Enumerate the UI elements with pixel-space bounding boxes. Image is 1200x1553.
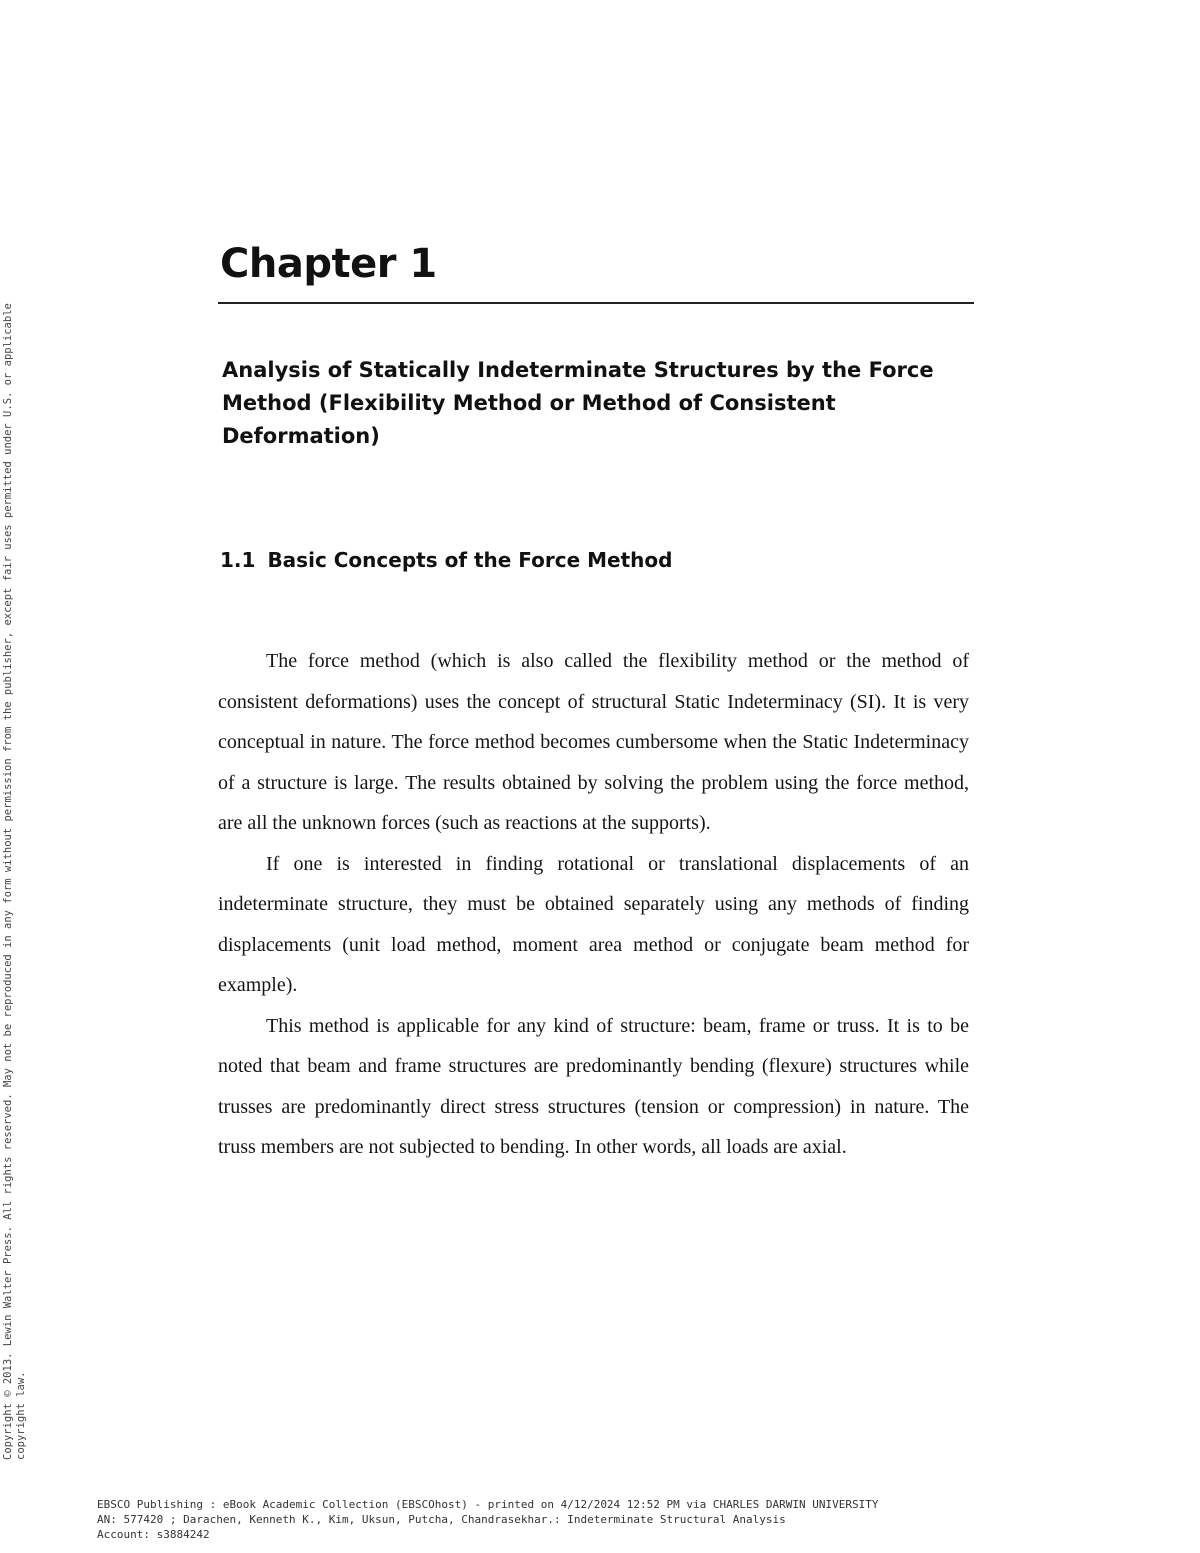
paragraph: If one is interested in finding rotational or translational displacements of an indeterminate structure, they must be obtained separately using any methods of finding displacements (unit load method, moment area method or conjugate beam method for example). [218, 852, 969, 996]
chapter-divider [218, 302, 974, 304]
side-copyright-line: Copyright © 2013. Lewin Walter Press. All rights reserved. May not be reproduced in any form without permission from the publisher, except fair uses permitted under U.S. or applicable [2, 303, 14, 1460]
footer-citation [97, 1497, 878, 1542]
chapter-subtitle: Analysis of Statically Indeterminate Structures by the Force Method (Flexibility Method or Method of Consistent Deformation) [222, 358, 934, 448]
section-title: Basic Concepts of the Force Method [267, 548, 673, 572]
paragraph: This method is applicable for any kind of structure: beam, frame or truss. It is to be noted that beam and frame structures are predominantly bending (flexure) structures while trusses are predominantly direct stress structures (tension or compression) in nature. The truss members are not subjected to bending. In other words, all loads are axial. [218, 1014, 969, 1158]
section-number: 1.1 [220, 548, 256, 572]
footer-line: Account: s3884242 [97, 1528, 210, 1541]
paragraph: The force method (which is also called the flexibility method or the method of consistent deformations) uses the concept of structural Static Indeterminacy (SI). It is very conceptual in nature. The force method becomes cumbersome when the Static Indeterminacy of a structure is large. The results obtained by solving the problem using the force method, are all the unknown forces (such as reactions at the supports). [218, 650, 969, 834]
footer-line: AN: 577420 ; Darachen, Kenneth K., Kim, Uksun, Putcha, Chandrasekhar.: Indeterminate Structural Analysis [97, 1513, 786, 1526]
section-heading [220, 544, 672, 576]
chapter-title: Chapter 1 [220, 241, 437, 287]
side-copyright-line: copyright law. [15, 1371, 27, 1460]
side-copyright-notice [2, 100, 28, 1460]
body-text [218, 641, 969, 1168]
footer-line: EBSCO Publishing : eBook Academic Collection (EBSCOhost) - printed on 4/12/2024 12:52 PM via CHARLES DARWIN UNIVERSITY [97, 1498, 879, 1511]
